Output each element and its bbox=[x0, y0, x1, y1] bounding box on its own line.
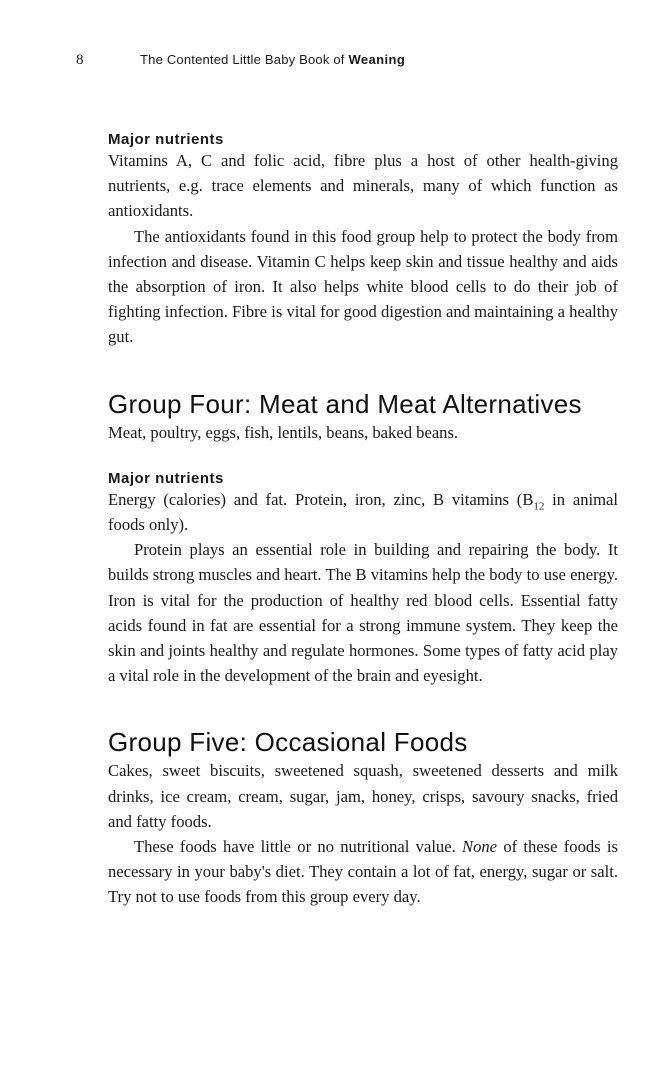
major-nutrients-subheading: Major nutrients bbox=[108, 131, 224, 148]
protein-paragraph: Protein plays an essential role in building and repairing the body. It builds strong muscles and heart. The B vitamins help the body to use energy. Iron is vital for the production of healthy red blood cells. Essential fatty acids found in fat are essential for a strong immune system. They keep the skin and joints healthy and regulate hormones. Some types of fatty acid play a vital role in the development of the brain and eyesight. bbox=[108, 540, 618, 686]
spacer bbox=[108, 350, 618, 388]
intro-text-after: in animal foods only). bbox=[108, 489, 618, 535]
nutrients-intro: Vitamins A, C and folic acid, fibre plus a host of other health-giving nutrients, e.g. trace elements and minerals, many of which function as antioxidants. bbox=[108, 151, 618, 221]
vitamin-subscript: 12 bbox=[533, 500, 545, 513]
page-number: 8 bbox=[76, 52, 84, 68]
book-title bbox=[140, 50, 405, 70]
intro-text-before: Energy (calories) and fat. Protein, iron, zinc, B vitamins (B bbox=[108, 489, 534, 509]
group-four-foods: Meat, poultry, eggs, fish, lentils, beans, baked beans. bbox=[108, 422, 459, 442]
book-title-emphasis: Weaning bbox=[348, 52, 406, 67]
group-four-nutrients-intro bbox=[108, 487, 618, 537]
para-text-before: These foods have little or no nutritional value. bbox=[134, 837, 463, 857]
book-title-prefix: The Contented Little Baby Book of bbox=[140, 52, 345, 67]
major-nutrients-subheading: Major nutrients bbox=[108, 469, 224, 487]
occasional-foods-paragraph bbox=[108, 834, 618, 910]
group-five-heading: Group Five: Occasional Foods bbox=[108, 727, 468, 758]
body-text-column bbox=[108, 132, 618, 910]
group-five-foods: Cakes, sweet biscuits, sweetened squash, sweetened desserts and milk drinks, ice cream, cream, sugar, jam, honey, crisps, savoury snacks, fried and fatty foods. bbox=[108, 761, 618, 831]
antioxidants-paragraph: The antioxidants found in this food group help to protect the body from infection and disease. Vitamin C helps keep skin and tissue healthy and aids the absorption of iron. It also helps white blood cells to do their job of fighting infection. Fibre is vital for good digestion and maintaining a healthy gut. bbox=[108, 226, 618, 347]
para-text-after: of these foods is necessary in your baby's diet. They contain a lot of fat, energy, sugar or salt. Try not to use foods from this group every day. bbox=[108, 837, 618, 907]
running-header bbox=[76, 50, 616, 70]
section-group-three-nutrients bbox=[108, 132, 618, 350]
spacer bbox=[108, 445, 618, 471]
section-group-four bbox=[108, 388, 618, 689]
section-group-five bbox=[108, 726, 618, 909]
para-emphasis: None bbox=[462, 837, 498, 857]
group-four-heading: Group Four: Meat and Meat Alternatives bbox=[108, 388, 582, 419]
spacer bbox=[108, 688, 618, 726]
